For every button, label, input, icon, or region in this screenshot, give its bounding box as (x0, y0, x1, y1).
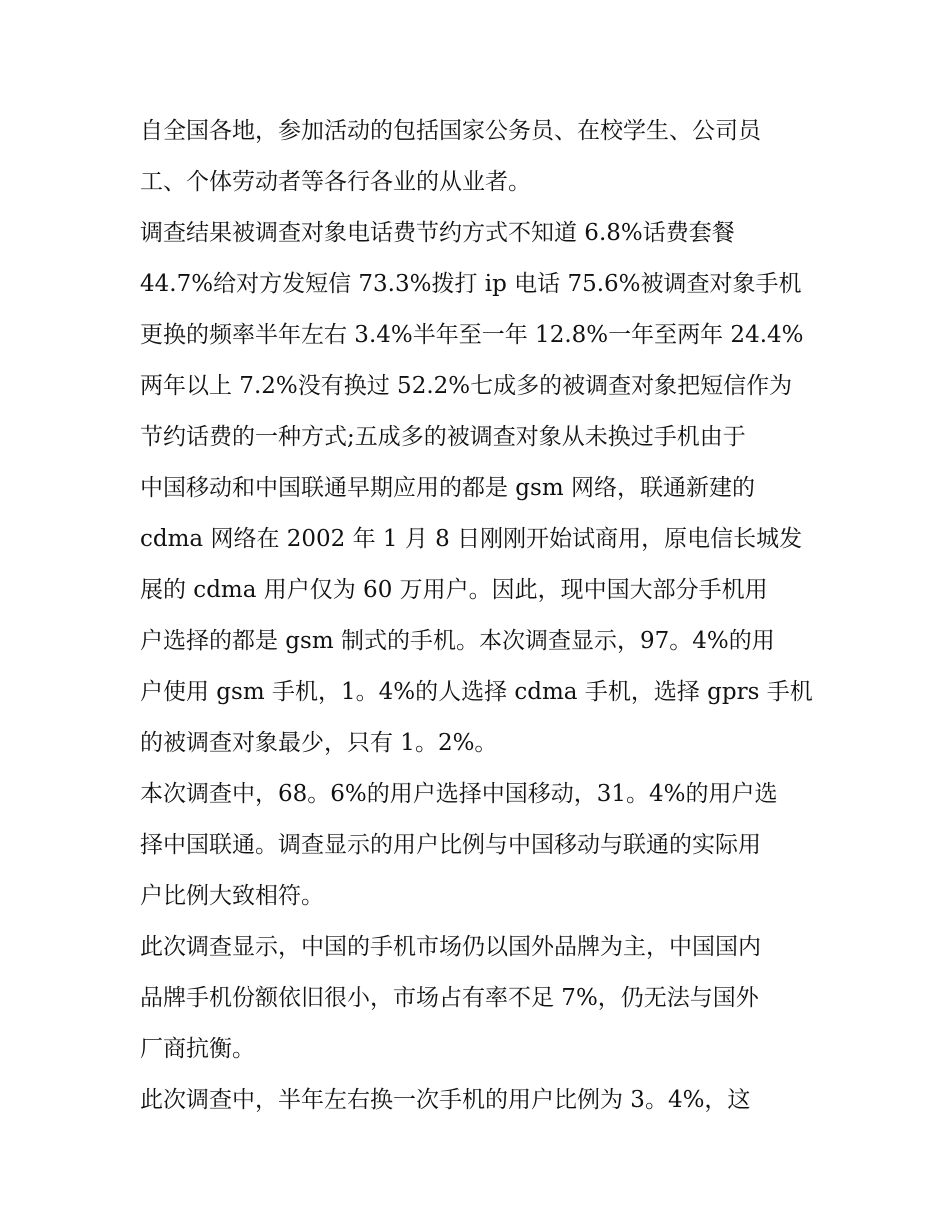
text-line: 此次调查显示，中国的手机市场仍以国外品牌为主，中国国内 (140, 934, 761, 960)
text-line: 调查结果被调查对象电话费节约方式不知道 6.8%话费套餐 (140, 220, 735, 246)
text-line: 此次调查中，半年左右换一次手机的用户比例为 3。4%，这 (140, 1087, 751, 1113)
text-line: 的被调查对象最少，只有 1。2%。 (140, 730, 498, 756)
text-line: 厂商抗衡。 (140, 1036, 255, 1062)
text-line: 44.7%给对方发短信 73.3%拨打 ip 电话 75.6%被调查对象手机 (140, 271, 802, 297)
text-line: 中国移动和中国联通早期应用的都是 gsm 网络，联通新建的 (140, 475, 755, 501)
text-line: 节约话费的一种方式;五成多的被调查对象从未换过手机由于 (140, 424, 746, 450)
text-line: 工、个体劳动者等各行各业的从业者。 (140, 169, 531, 195)
document-body-text (140, 106, 815, 1126)
text-line: 品牌手机份额依旧很小，市场占有率不足 7%，仍无法与国外 (140, 985, 759, 1011)
text-line: 户选择的都是 gsm 制式的手机。本次调查显示，97。4%的用 (140, 628, 775, 654)
text-line: 更换的频率半年左右 3.4%半年至一年 12.8%一年至两年 24.4% (140, 322, 804, 348)
text-line: 择中国联通。调查显示的用户比例与中国移动与联通的实际用 (140, 832, 761, 858)
text-line: 两年以上 7.2%没有换过 52.2%七成多的被调查对象把短信作为 (140, 373, 793, 399)
text-line: 自全国各地，参加活动的包括国家公务员、在校学生、公司员 (140, 118, 761, 144)
text-line: 户使用 gsm 手机，1。4%的人选择 cdma 手机，选择 gprs 手机 (140, 679, 813, 705)
text-line: cdma 网络在 2002 年 1 月 8 日刚刚开始试商用，原电信长城发 (140, 526, 803, 552)
text-line: 本次调查中，68。6%的用户选择中国移动，31。4%的用户选 (140, 781, 778, 807)
text-line: 展的 cdma 用户仅为 60 万用户。因此，现中国大部分手机用 (140, 577, 768, 603)
text-line: 户比例大致相符。 (140, 883, 324, 909)
